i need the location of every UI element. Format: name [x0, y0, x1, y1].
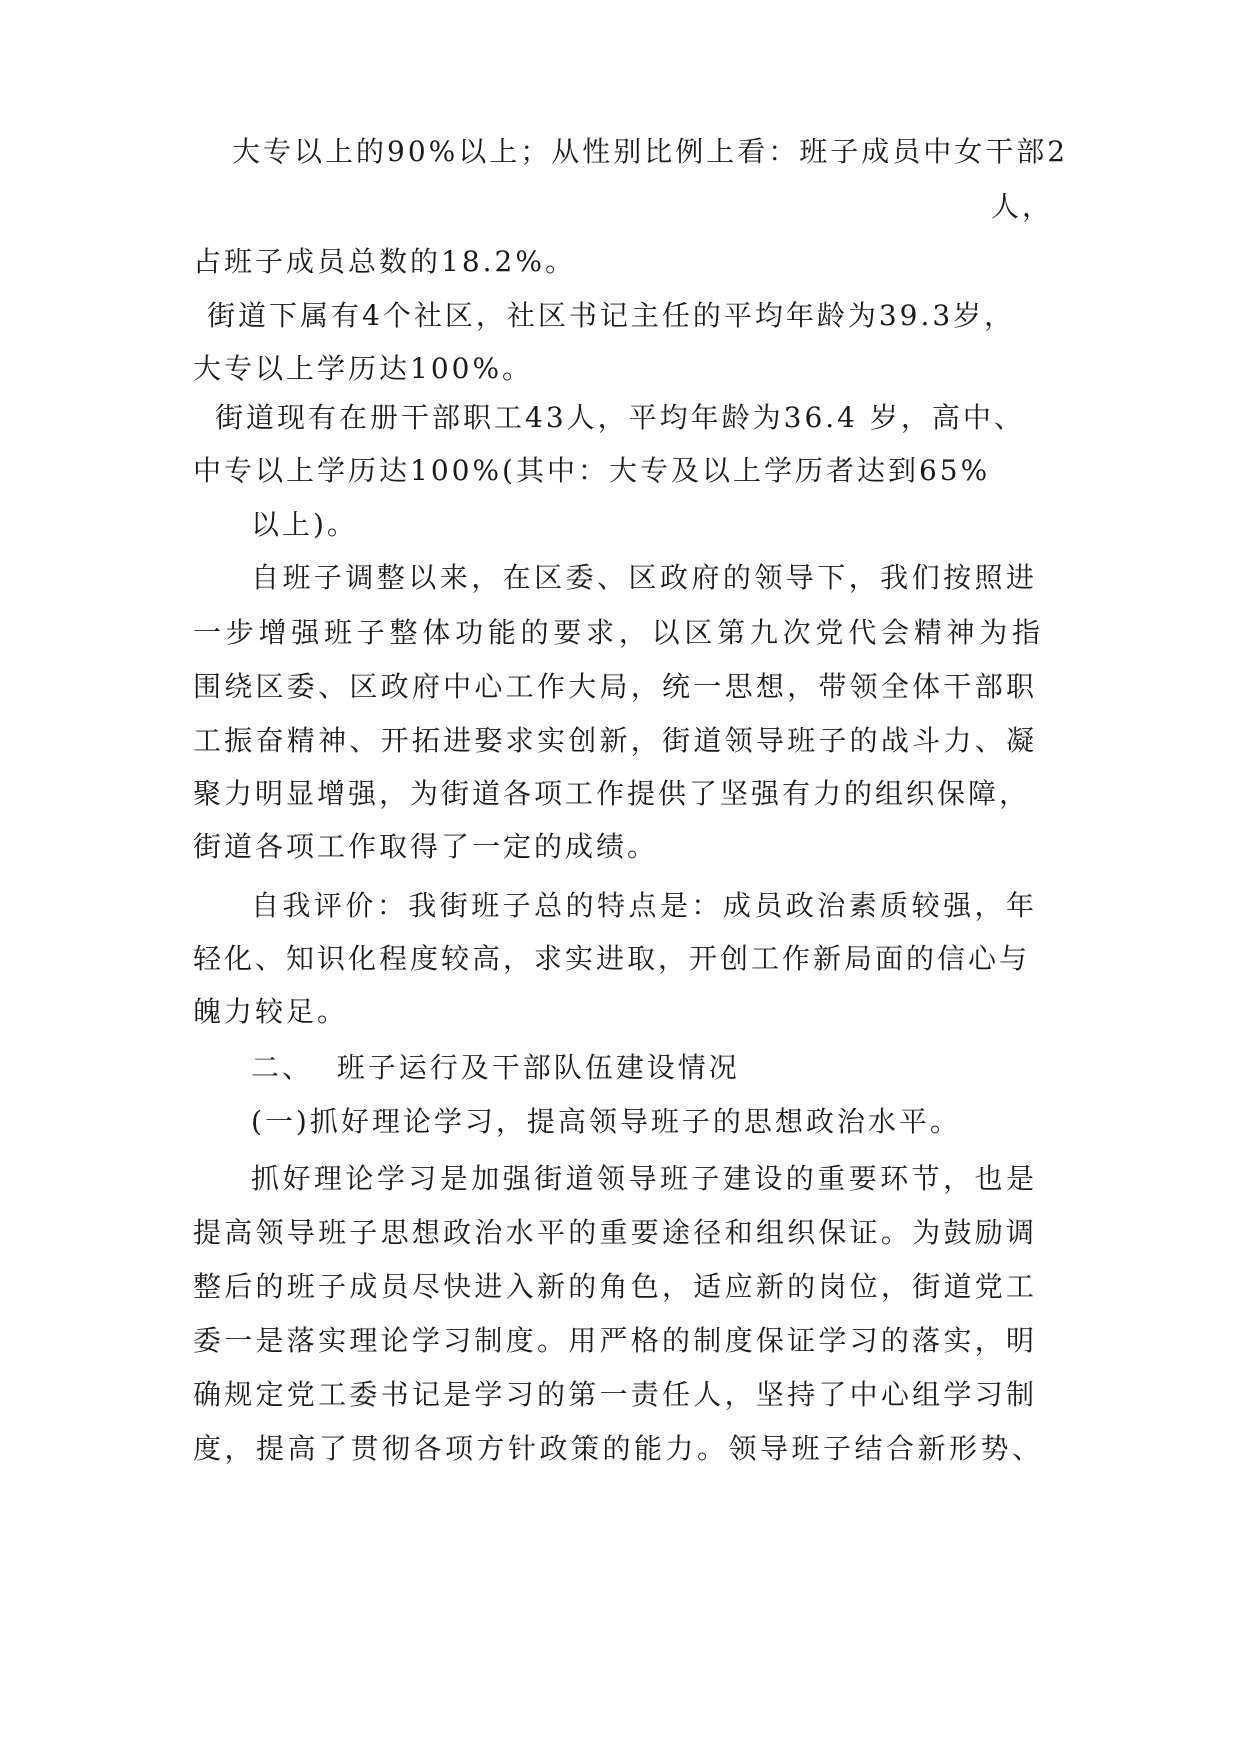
text-line: 抓好理论学习是加强街道领导班子建设的重要环节，也是	[251, 1162, 1037, 1195]
text-line: 围绕区委、区政府中心工作大局，统一思想，带领全体干部职	[193, 670, 1037, 703]
text-line: 中专以上学历达100%(其中：大专及以上学历者达到65%	[193, 454, 991, 487]
text-line: 委一是落实理论学习制度。用严格的制度保证学习的落实，明	[193, 1324, 1037, 1357]
text-line: 街道下属有4个社区，社区书记主任的平均年龄为39.3岁，	[207, 299, 1016, 332]
text-line: 自我评价：我街班子总的特点是：成员政治素质较强，年	[251, 889, 1037, 922]
text-line: 街道现有在册干部职工43人，平均年龄为36.4 岁，高中、	[215, 401, 1025, 434]
text-line: 以上)。	[251, 508, 358, 541]
text-line: 工振奋精神、开拓进娶求实创新，街道领导班子的战斗力、凝	[193, 724, 1037, 757]
text-line: 街道各项工作取得了一定的成绩。	[193, 830, 659, 863]
text-line: 轻化、知识化程度较高，求实进取，开创工作新局面的信心与	[193, 942, 1031, 975]
text-line: 大专以上学历达100%。	[193, 352, 534, 385]
text-line: 人，	[990, 190, 1053, 223]
text-line: 提高领导班子思想政治水平的重要途径和组织保证。为鼓励调	[193, 1216, 1037, 1249]
text-line: 占班子成员总数的18.2%。	[193, 245, 576, 278]
text-line: 整后的班子成员尽快进入新的角色，适应新的岗位，街道党工	[193, 1270, 1037, 1303]
subsection-heading: (一)抓好理论学习，提高领导班子的思想政治水平。	[251, 1105, 961, 1138]
text-line: 度，提高了贯彻各项方针政策的能力。领导班子结合新形势、	[193, 1432, 1043, 1465]
section-heading: 二、 班子运行及干部队伍建设情况	[251, 1051, 740, 1084]
text-line: 魄力较足。	[193, 995, 349, 1028]
text-line: 大专以上的90%以上；从性别比例上看：班子成员中女干部2	[232, 135, 1069, 168]
text-line: 自班子调整以来，在区委、区政府的领导下，我们按照进	[251, 561, 1037, 594]
text-line: 确规定党工委书记是学习的第一责任人，坚持了中心组学习制	[193, 1378, 1037, 1411]
text-line: 聚力明显增强，为街道各项工作提供了坚强有力的组织保障，	[193, 777, 1031, 810]
text-line: 一步增强班子整体功能的要求，以区第九次党代会精神为指	[193, 616, 1043, 649]
